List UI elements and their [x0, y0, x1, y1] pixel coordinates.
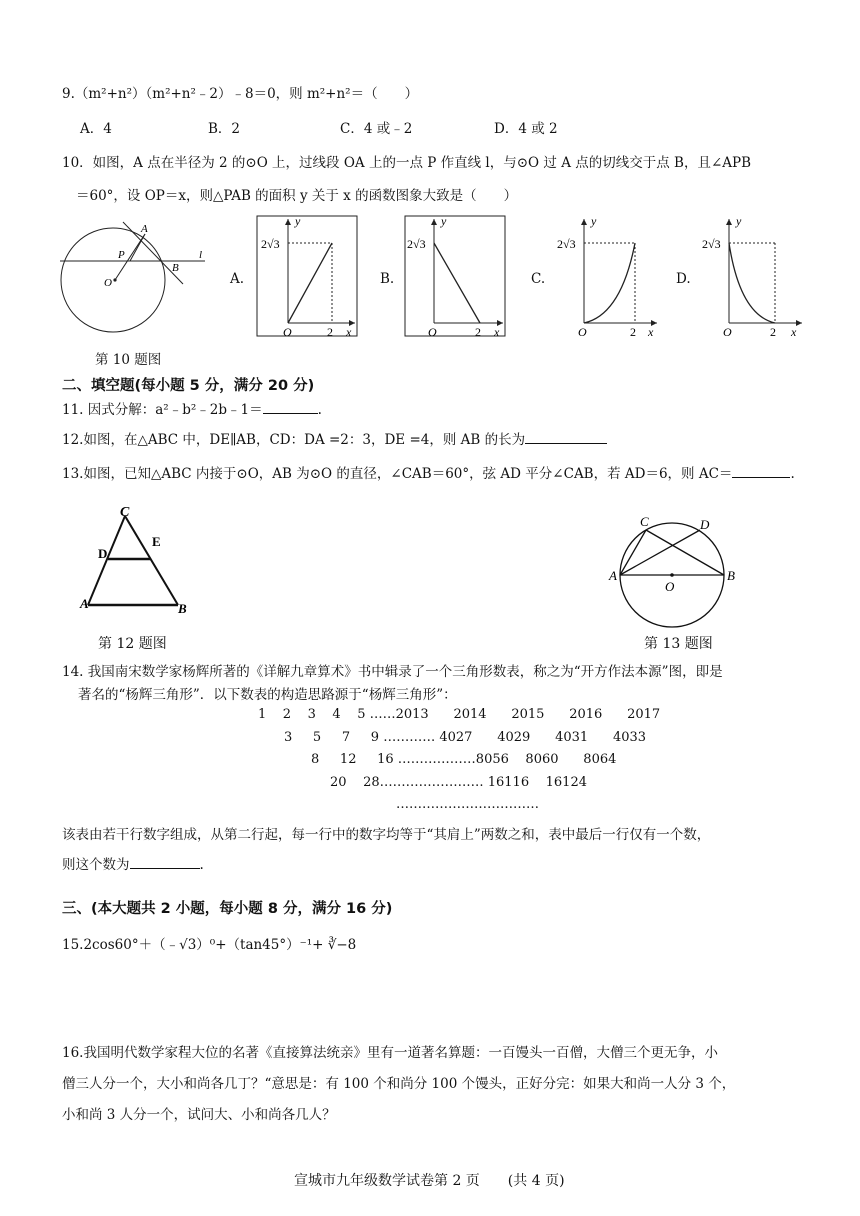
- q12-text: [62, 428, 607, 448]
- origin-label: O: [283, 325, 292, 339]
- q14-end: .: [199, 857, 204, 873]
- q11-answer-blank[interactable]: [263, 413, 318, 414]
- fig12-caption: 第 12 题图: [98, 636, 167, 652]
- circle-o: [61, 228, 165, 332]
- label-b: B: [727, 568, 735, 583]
- q14-answer-blank[interactable]: [130, 868, 200, 869]
- label-l: l: [199, 249, 203, 261]
- root-label: 2√3: [557, 237, 576, 251]
- q10-circle-figure: [55, 218, 220, 338]
- q14-row-5: ……………………………: [396, 797, 539, 812]
- root-label: 2√3: [702, 237, 721, 251]
- q14-row-1: 1 2 3 4 5 ……2013 2014 2015 2016 2017: [258, 707, 661, 722]
- section3-title: 三、(本大题共 2 小题，每小题 8 分，满分 16 分): [62, 901, 393, 917]
- root-label: 2√3: [407, 237, 426, 251]
- x-axis-label: x: [791, 325, 797, 339]
- label-o: O: [104, 277, 112, 289]
- q16-line1: 16.我国明代数学家程大位的名著《直接算法统亲》里有一道著名算题：一百馒头一百僧，大僧三个更无争，小: [62, 1045, 718, 1061]
- q13-answer-blank[interactable]: [732, 477, 790, 478]
- q9-option-a: A．4: [80, 121, 112, 137]
- label-a: A: [80, 596, 89, 611]
- x-axis-label: x: [346, 325, 352, 339]
- x-axis-label: x: [494, 325, 500, 339]
- q10-graph-a: [255, 215, 360, 340]
- q10-option-b-label: B.: [380, 271, 395, 287]
- label-c: C: [120, 505, 130, 520]
- label-a: A: [141, 223, 148, 235]
- origin-label: O: [428, 325, 437, 339]
- q11-stem: 11. 因式分解：a²﹣b²﹣2b﹣1＝: [62, 402, 263, 418]
- q15-expression: 15.2cos60°＋（﹣√3）⁰+（tan45°）⁻¹+ ∛−8: [62, 937, 357, 953]
- q11-text: [62, 398, 322, 418]
- root-label: 2√3: [261, 237, 280, 251]
- point-o: [113, 278, 116, 281]
- q14-row-4: 20 28…………………… 16116 16124: [330, 775, 587, 790]
- q10-graph-b: [403, 215, 508, 340]
- q10-line1: 10．如图，A 点在半径为 2 的⊙O 上，过线段 OA 上的一点 P 作直线 l，与⊙O 过 A 点的切线交于点 B，且∠APB: [62, 155, 752, 171]
- origin-label: O: [723, 325, 732, 339]
- tangent-line: [123, 222, 183, 284]
- q14-line2: 著名的“杨辉三角形”．以下数表的构造思路源于“杨辉三角形”：: [78, 687, 457, 703]
- x-axis-label: x: [648, 325, 654, 339]
- q11-end: .: [317, 402, 322, 418]
- q14-stem-end: 则这个数为: [62, 857, 130, 873]
- y-axis-label: y: [591, 215, 597, 228]
- label-o: O: [665, 579, 675, 594]
- q10-graph-c: [553, 215, 663, 340]
- q13-text: [62, 462, 795, 482]
- two-label: 2: [327, 325, 333, 339]
- origin-label: O: [578, 325, 587, 339]
- q9-stem: 9.（m²+n²）（m²+n²﹣2）﹣8＝0，则 m²+n²＝（ ）: [62, 86, 419, 102]
- q10-figure-caption: 第 10 题图: [95, 352, 162, 368]
- q14-row-3: 8 12 16 ………………8056 8060 8064: [311, 752, 617, 767]
- page-footer: 宣城市九年级数学试卷第 2 页 (共 4 页): [294, 1173, 565, 1189]
- q14-line4: [62, 853, 204, 873]
- label-e: E: [152, 534, 161, 549]
- y-axis-label: y: [736, 215, 742, 228]
- q14-row-2: 3 5 7 9 ………… 4027 4029 4031 4033: [284, 730, 647, 745]
- q16-line2: 僧三人分一个，大小和尚各几丁？“意思是：有 100 个和尚分 100 个馒头，正好分完：如果大和尚一人分 3 个，: [62, 1076, 736, 1092]
- q14-line1: 14. 我国南宋数学家杨辉所著的《详解九章算术》书中辑录了一个三角形数表，称之为“开方作法本源”图，即是: [62, 664, 723, 680]
- section2-title: 二、填空题(每小题 5 分，满分 20 分): [62, 378, 315, 394]
- q12-answer-blank[interactable]: [525, 443, 607, 444]
- q16-line3: 小和尚 3 人分一个，试问大、小和尚各几人？: [62, 1107, 336, 1123]
- fig13-caption: 第 13 题图: [644, 636, 713, 652]
- label-b: B: [178, 601, 187, 616]
- label-d: D: [700, 517, 710, 532]
- label-c: C: [640, 514, 649, 529]
- q14-line3: 该表由若干行数字组成，从第二行起，每一行中的数字均等于“其肩上”两数之和，表中最后一行仅有一个数，: [62, 827, 711, 843]
- fig12-triangle: [78, 500, 198, 622]
- q12-stem: 12.如图，在△ABC 中，DE∥AB，CD：DA =2：3，DE =4，则 AB 的长为: [62, 432, 526, 448]
- y-axis-label: y: [295, 215, 301, 228]
- q10-option-c-label: C.: [531, 271, 546, 287]
- q9-option-b: B．2: [208, 121, 241, 137]
- q9-option-d: D．4 或 2: [494, 121, 558, 137]
- two-label: 2: [475, 325, 481, 339]
- label-a: A: [609, 568, 617, 583]
- q9-option-c: C．4 或﹣2: [340, 121, 413, 137]
- q10-option-d-label: D.: [676, 271, 691, 287]
- q13-end: .: [790, 466, 795, 482]
- two-label: 2: [630, 325, 636, 339]
- label-b: B: [172, 262, 179, 274]
- fig13-circle: [608, 510, 743, 630]
- segment-pa: [130, 234, 145, 261]
- label-d: D: [98, 546, 108, 561]
- q10-graph-d: [698, 215, 808, 340]
- label-p: P: [118, 249, 125, 261]
- q10-option-a-label: A.: [230, 271, 245, 287]
- q13-stem: 13.如图，已知△ABC 内接于⊙O，AB 为⊙O 的直径，∠CAB＝60°，弦 AD 平分∠CAB，若 AD＝6，则 AC＝: [62, 466, 733, 482]
- two-label: 2: [770, 325, 776, 339]
- y-axis-label: y: [441, 215, 447, 228]
- q10-line2: ＝60°，设 OP＝x，则△PAB 的面积 y 关于 x 的函数图象大致是（ ）: [76, 188, 518, 204]
